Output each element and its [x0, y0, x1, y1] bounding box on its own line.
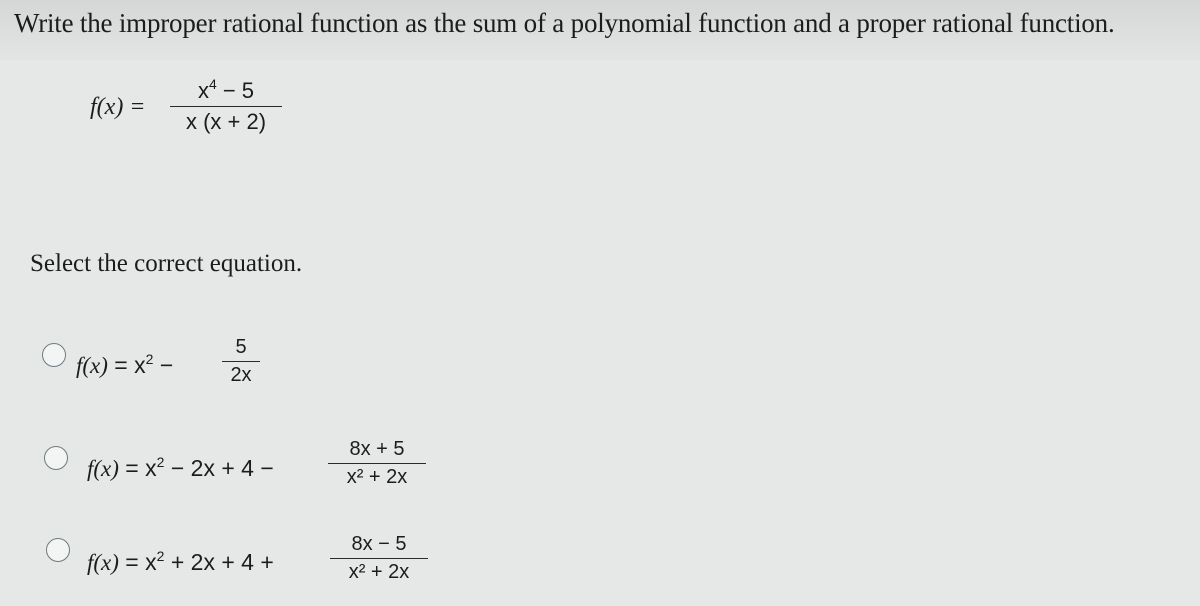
function-label: f(x) =: [90, 94, 146, 120]
option-2-fraction: 8x + 5 x² + 2x: [328, 438, 426, 489]
option-1-radio[interactable]: [42, 343, 66, 367]
given-numerator: $x^4 - 5$: [197, 76, 255, 103]
option-1-fraction: 5 2x: [222, 336, 260, 387]
question-prompt: Write the improper rational function as the sum of a polynomial function and a proper rational function.: [14, 8, 1115, 38]
instruction-text: Select the correct equation.: [30, 250, 303, 277]
option-1-equation[interactable]: $f(x) = x^2$ −: [76, 351, 174, 378]
option-3-equation[interactable]: $f(x) = x^2 + 2x + 4$ +: [87, 548, 274, 575]
option-3-radio[interactable]: [46, 538, 70, 562]
given-denominator: x (x + 2): [185, 109, 267, 134]
option-2-radio[interactable]: [44, 446, 68, 470]
option-3-fraction: 8x − 5 x² + 2x: [330, 533, 428, 584]
given-function-fraction: [170, 78, 282, 135]
option-2-equation[interactable]: $f(x) = x^2 - 2x + 4$ −: [87, 454, 274, 481]
